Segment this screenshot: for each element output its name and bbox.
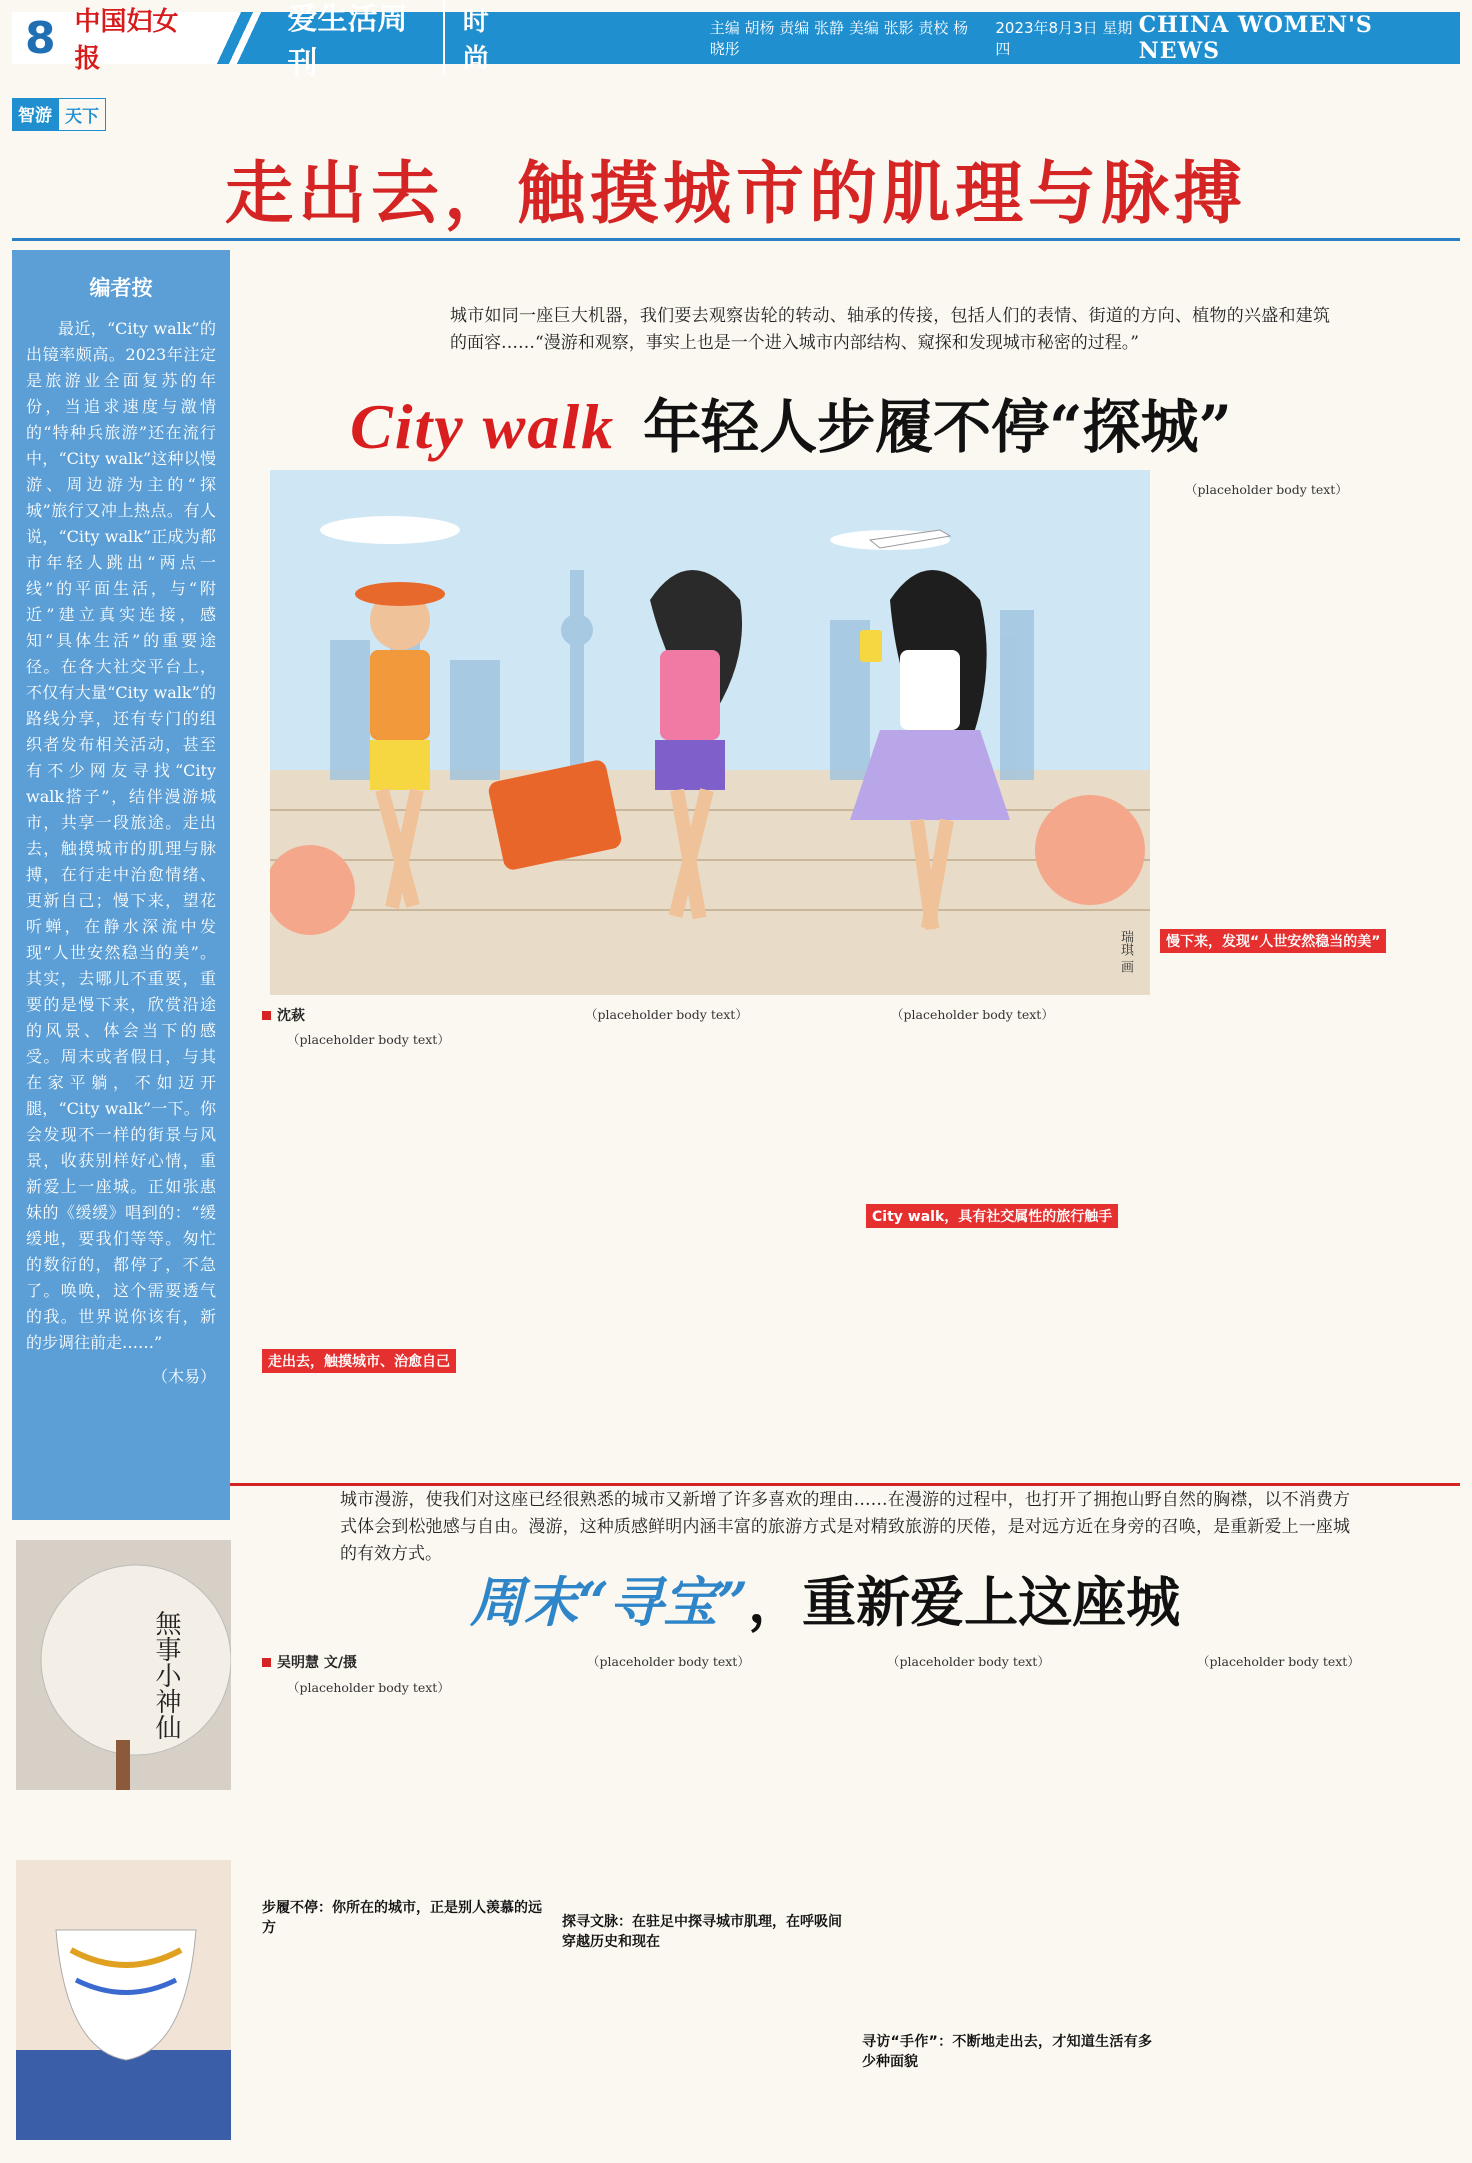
story1-column-3 — [866, 1005, 1136, 1480]
story2-paragraph: （placeholder body text） — [587, 1654, 750, 1669]
cup-photo-svg — [16, 1860, 231, 2140]
story2-column-2 — [562, 1652, 842, 2156]
city-walk-illustration — [270, 470, 1150, 995]
section-title: 爱生活周刊 — [287, 2, 408, 81]
story1-column-2 — [560, 1005, 840, 1480]
story1-headline — [350, 380, 1350, 464]
story1-subhead-3: 慢下来，发现“人世安然稳当的美” — [1160, 929, 1386, 953]
story2-subhead-2: 探寻文脉：在驻足中探寻城市肌理，在呼吸间穿越历史和现在 — [562, 1914, 842, 1950]
story2-headline-rest: ，重新爱上这座城 — [748, 1570, 1181, 1634]
story1-intro: 城市如同一座巨大机器，我们要去观察齿轮的转动、轴承的传接，包括人们的表情、街道的方向、植物的兴盛和建筑的面容……“漫游和观察，事实上也是一个进入城市内部结构、窥探和发现城市秘密的过程。” — [450, 306, 1330, 353]
story2-intro: 城市漫游，使我们对这座已经很熟悉的城市又新增了许多喜欢的理由……在漫游的过程中，也打开了拥抱山野自然的胸襟，以不消费方式体会到松弛感与自由。漫游，这种质感鲜明内涵丰富的旅游方式是对精致旅游的厌倦，是对远方近在身旁的召唤，是重新爱上一座城的有效方式。 — [340, 1490, 1350, 1564]
masthead — [12, 2, 1460, 81]
editor-credits: 主编 胡杨 责编 张静 美编 张影 责校 杨晓彤 — [709, 19, 969, 58]
headline-rule — [12, 238, 1460, 241]
story2-column-4 — [1172, 1652, 1452, 2156]
column-tag — [12, 98, 106, 131]
editor-note-body: 最近，“City walk”的出镜率颇高。2023年注定是旅游业全面复苏的年份，当追求速度与激情的“特种兵旅游”还在流行中，“City walk”这种以慢游、周边游为主的“探城”旅行又冲上热点。有人说，“City walk”正成为都市年轻人跳出“两点一线”的平面生活，与“附近”建立真实连接，感知“具体生活”的重要途径。在各大社交平台上，不仅有大量“City walk”的路线分享，还有专门的组织者发布相关活动，甚至有不少网友寻找“City walk搭子”，结伴漫游城市，共享一段旅途。走出去，触摸城市的肌理与脉搏，在行走中治愈情绪、更新自己；慢下来，望花听蝉，在静水深流中发现“人世安然稳当的美”。其实，去哪儿不重要，重要的是慢下来，欣赏沿途的风景、体会当下的感受。周末或者假日，与其在家平躺，不如迈开腿，“City walk”一下。你会发现不一样的街景与风景，收获别样好心情，重新爱上一座城。正如张惠妹的《缓缓》唱到的：“缓缓地，要我们等等。匆忙的数衍的，都停了，不急了。唤唤，这个需要透气的我。世界说你该有，新的步调往前走……” — [26, 319, 216, 1352]
story1-headline-en: City walk — [350, 391, 616, 462]
story2-column-1 — [262, 1678, 542, 2156]
editor-note — [12, 250, 230, 1520]
fan-photo-svg — [16, 1540, 231, 1790]
story2-column-3 — [862, 1652, 1152, 2156]
story1-paragraph: （placeholder body text） — [287, 1032, 450, 1047]
story2-subhead-1: 步履不停：你所在的城市，正是别人羡慕的远方 — [262, 1900, 542, 1936]
story1-subhead-2: City walk，具有社交属性的旅行触手 — [866, 1204, 1118, 1228]
editor-note-heading: 编者按 — [89, 276, 153, 300]
story1-column-4 — [1160, 480, 1450, 1480]
story1-paragraph: （placeholder body text） — [585, 1007, 748, 1022]
story1-subhead-1: 走出去，触摸城市、治愈自己 — [262, 1349, 456, 1373]
story2-byline: 吴明慧 文/摄 — [262, 1652, 357, 1672]
page-number: 8 — [12, 12, 69, 64]
story1-paragraph: （placeholder body text） — [1185, 482, 1348, 497]
story1-paragraph: （placeholder body text） — [891, 1007, 1054, 1022]
editor-note-signoff: （木易） — [151, 1367, 216, 1386]
section-divider — [230, 1483, 1460, 1486]
subsection-title: 时尚 — [443, 1, 530, 75]
story2-paragraph: （placeholder body text） — [287, 1680, 450, 1695]
tag-part2: 天下 — [58, 98, 106, 131]
story2-headline-accent: 周末“寻宝” — [470, 1570, 749, 1634]
tag-part1: 智游 — [12, 98, 58, 131]
story2-paragraph: （placeholder body text） — [887, 1654, 1050, 1669]
english-name: CHINA WOMEN'S NEWS — [1138, 12, 1373, 64]
issue-date: 2023年8月3日 星期四 — [995, 19, 1133, 58]
cup-photo — [16, 1860, 231, 2140]
decorative-slashes — [217, 12, 274, 64]
fan-photo — [16, 1540, 231, 1790]
story2-headline — [470, 1560, 1180, 1637]
fan-inscription: 無事小神仙 — [151, 1610, 181, 1740]
story1-byline: 沈萩 — [262, 1005, 305, 1025]
illustration-credit: 瑞琪 画 — [1118, 930, 1133, 974]
page-headline: 走出去，触摸城市的肌理与脉搏 — [224, 154, 1247, 234]
illustration-svg — [270, 470, 1150, 995]
story1-column-1 — [262, 1030, 532, 1480]
story2-subhead-3: 寻访“手作”：不断地走出去，才知道生活有多少种面貌 — [862, 2034, 1152, 2070]
story1-headline-cn: 年轻人步履不停“探城” — [643, 393, 1232, 461]
newspaper-brand: 中国妇女报 — [69, 12, 217, 64]
story2-paragraph: （placeholder body text） — [1197, 1654, 1360, 1669]
